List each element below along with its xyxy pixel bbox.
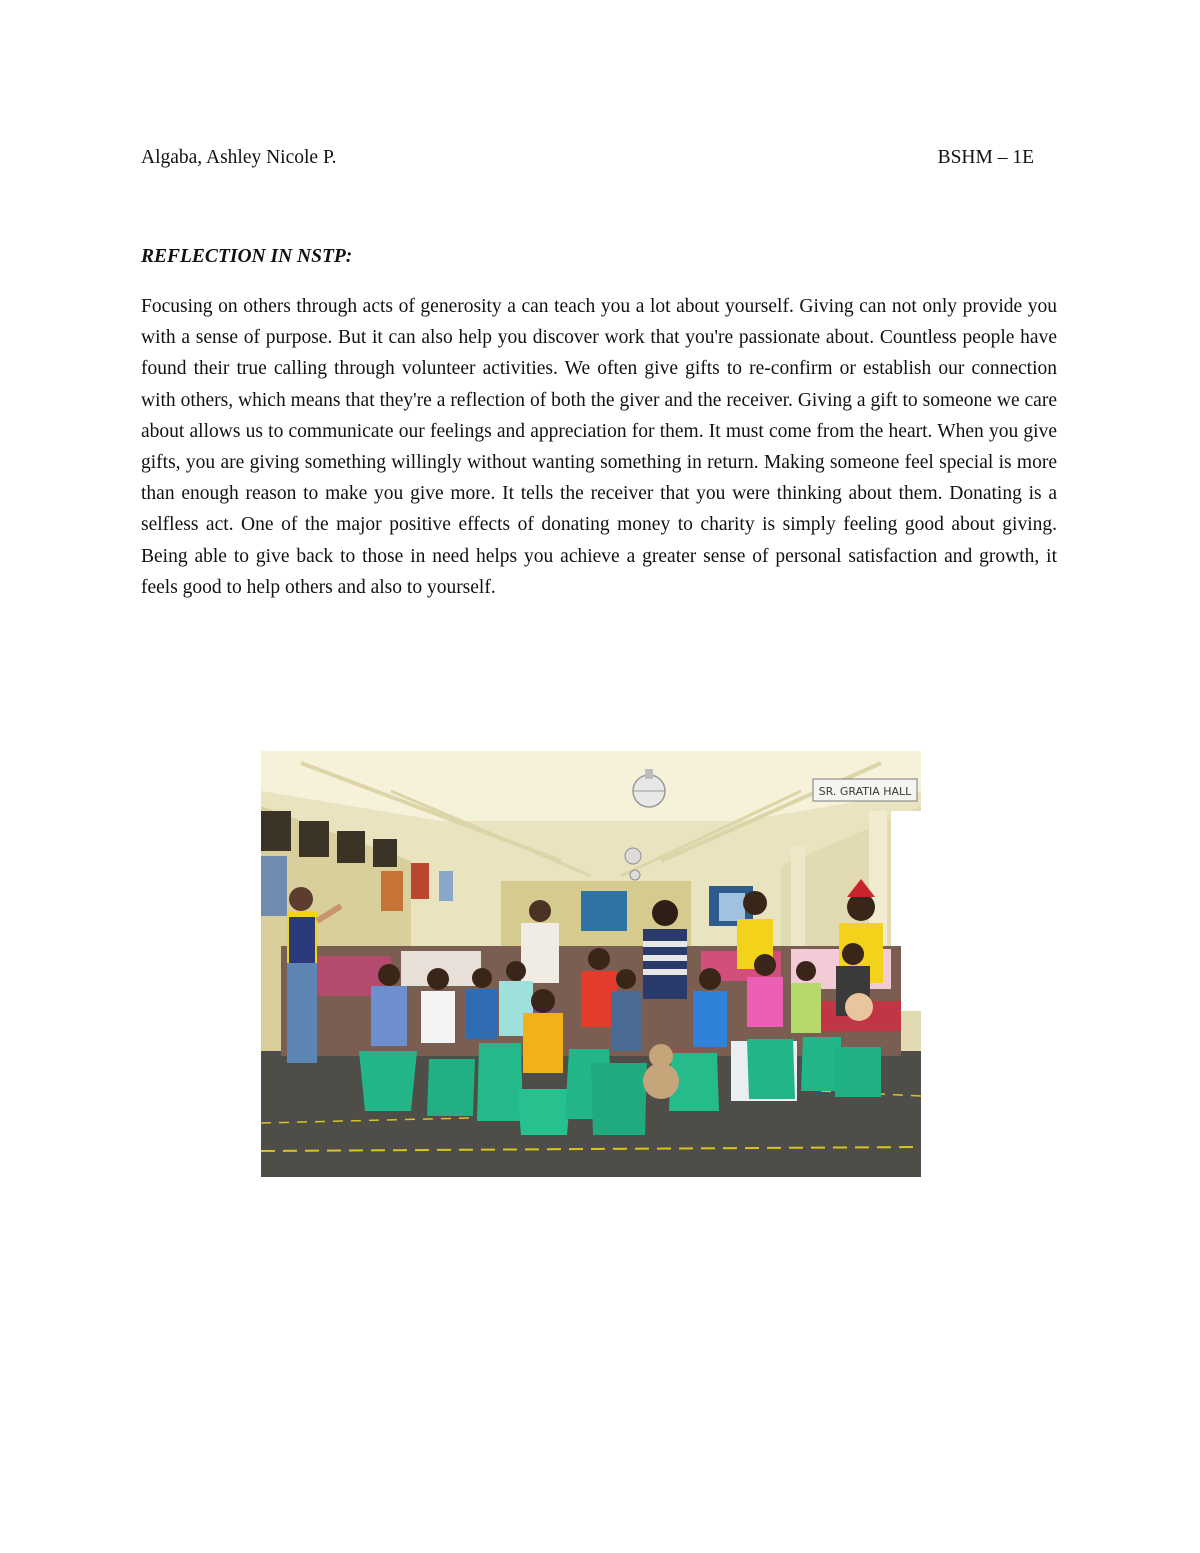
document-header [141, 143, 1034, 173]
hall-sign-text: SR. GRATIA HALL [818, 785, 912, 798]
hall-sign [813, 779, 917, 801]
section-code: BSHM – 1E [937, 147, 1034, 168]
author-name: Algaba, Ashley Nicole P. [141, 147, 337, 168]
reflection-paragraph: Focusing on others through acts of generosity a can teach you a lot about yourself. Giving can not only provide you with a sense of purpose. But it can also help you discover work that you're passionate about. Countless people have found their true calling through volunteer activities. We often give gifts to re-confirm or establish our connection with others, which means that they're a reflection of both the giver and the receiver. Giving a gift to someone we care about allows us to communicate our feelings and appreciation for them. It must come from the heart. When you give gifts, you are giving something willingly without wanting something in return. Making someone feel special is more than enough reason to make you give more. It tells the receiver that you were thinking about them. Donating is a selfless act. One of the major positive effects of donating money to charity is simply feeling good about giving. Being able to give back to those in need helps you achieve a greater sense of personal satisfaction and growth, it feels good to help others and also to yourself. [141, 296, 1057, 598]
document-heading: REFLECTION IN NSTP: [141, 246, 353, 267]
event-photo [261, 751, 921, 1177]
